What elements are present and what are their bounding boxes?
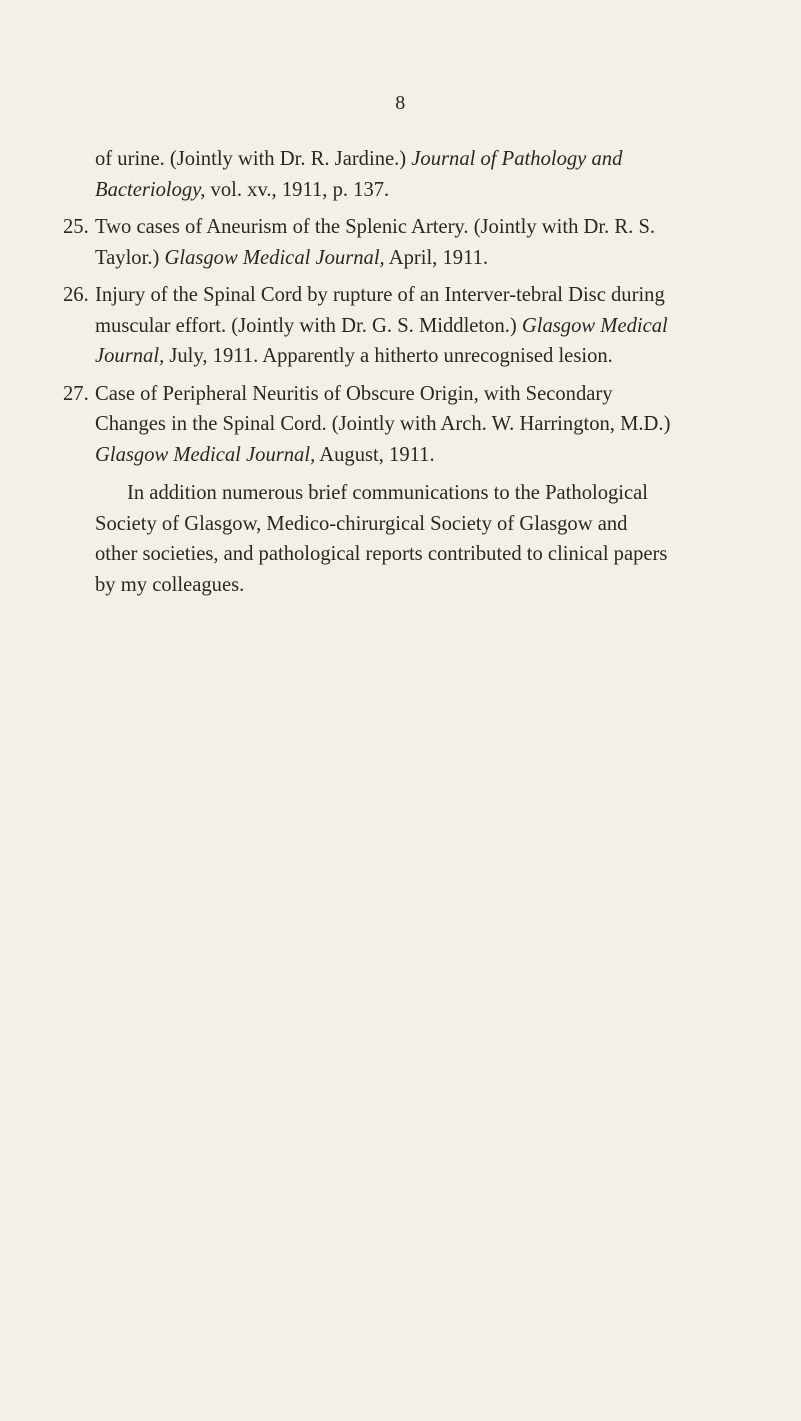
bibliography-entry-26 xyxy=(63,280,673,372)
entry-tail: August, 1911. xyxy=(315,443,435,466)
entry-tail: July, 1911. Apparently a hitherto unrecognised lesion. xyxy=(164,345,613,367)
entry-text: Two cases of Aneurism of the Splenic Artery. (Jointly with Dr. R. S. Taylor.) xyxy=(95,216,656,269)
bibliography-list xyxy=(63,144,673,607)
entry-text: Case of Peripheral Neuritis of Obscure Origin, with Secondary Changes in the Spinal Cord. (Jointly with Arch. W. Harrington, M.D.) xyxy=(95,382,671,435)
entry-text: Injury of the Spinal Cord by rupture of an Interver-tebral Disc during muscular effort. (Jointly with Dr. G. S. Middleton.) xyxy=(95,284,665,337)
bibliography-entry-27 xyxy=(63,379,673,471)
bibliography-entry-25 xyxy=(63,212,673,273)
entry-number: 26. xyxy=(63,284,89,306)
page-number: 8 xyxy=(395,92,406,114)
entry-tail: April, 1911. xyxy=(384,246,489,269)
journal-title: Glasgow Medical Journal, xyxy=(164,246,385,269)
closing-paragraph: In addition numerous brief communications to the Pathological Society of Glasgow, Medico-chirurgical Society of Glasgow and other societies, and pathological reports contributed to clinical papers by my colleagues. xyxy=(95,482,668,596)
continued-entry xyxy=(63,144,673,205)
journal-title: Journal of Pathology and Bacteriology, xyxy=(95,148,623,201)
entry-number: 25. xyxy=(63,216,89,238)
entry-number: 27. xyxy=(63,382,89,405)
entry-tail: vol. xv., 1911, p. 137. xyxy=(205,178,390,201)
entry-text: of urine. (Jointly with Dr. R. Jardine.) xyxy=(95,148,412,170)
journal-title: Glasgow Medical Journal, xyxy=(95,443,316,466)
journal-title: Glasgow Medical Journal, xyxy=(95,314,668,367)
